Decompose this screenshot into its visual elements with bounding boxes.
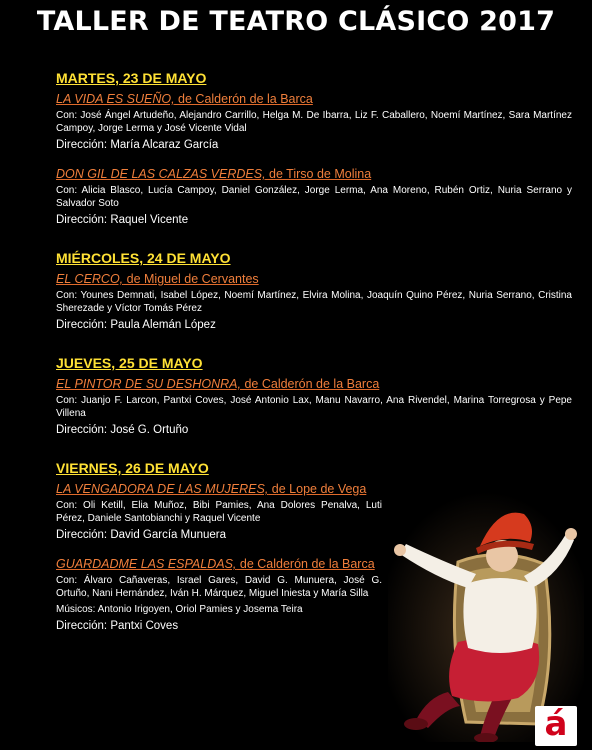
- play-direction: Dirección: José G. Ortuño: [56, 424, 189, 436]
- play-title: [56, 272, 572, 286]
- play-cast: Con: Alicia Blasco, Lucía Campoy, Daniel González, Jorge Lerma, Ana Moreno, Rubén Ortiz, Nuria Serrano y Salvador Soto: [56, 185, 572, 209]
- play-name: EL CERCO,: [56, 272, 124, 286]
- logo-letter: á: [544, 704, 568, 744]
- theater-logo: [535, 706, 577, 746]
- play-author: de Miguel de Cervantes: [123, 272, 259, 286]
- play-author: de Calderón de la Barca: [174, 92, 313, 106]
- play-direction: Dirección: Paula Alemán López: [56, 319, 216, 331]
- shoe: [404, 718, 428, 730]
- play-name: LA VIDA ES SUEÑO,: [56, 92, 175, 106]
- day-section-jueves: [56, 355, 572, 438]
- day-heading: MIÉRCOLES, 24 DE MAYO: [56, 250, 231, 266]
- play-entry: [56, 272, 572, 333]
- play-cast: Con: Juanjo F. Larcon, Pantxi Coves, José Antonio Lax, Manu Navarro, Ana Rivendel, Marina Torregrosa y Pepe Villena: [56, 395, 572, 419]
- play-entry: [56, 377, 572, 438]
- play-cast: Con: Younes Demnati, Isabel López, Noemí Martínez, Elvira Molina, Joaquín Quino Pérez, Nuria Serrano, Cristina Sherezade y Víctor Tomás Pérez: [56, 290, 572, 314]
- poster-title: TALLER DE TEATRO CLÁSICO 2017: [36, 6, 556, 37]
- day-heading: VIERNES, 26 DE MAYO: [56, 460, 209, 476]
- play-author: de Calderón de la Barca: [236, 557, 375, 571]
- play-direction: Dirección: David García Munuera: [56, 529, 227, 541]
- play-cast: Con: Oli Ketill, Elia Muñoz, Bibi Pamies, Ana Dolores Penalva, Luti Pérez, Daniele Santobianchi y Raquel Vicente: [56, 500, 382, 524]
- play-title: [56, 377, 572, 391]
- play-name: LA VENGADORA DE LAS MUJERES,: [56, 482, 269, 496]
- play-entry: [56, 92, 572, 153]
- play-cast: Con: Álvaro Cañaveras, Israel Gares, David G. Munuera, José G. Ortuño, Nani Hernández, Iván H. Márquez, Miguel Iniesta y María Silla: [56, 575, 382, 599]
- play-title: [56, 92, 572, 106]
- hand: [565, 528, 577, 540]
- play-cast: Con: José Ángel Artudeño, Alejandro Carrillo, Helga M. De Ibarra, Liz F. Caballero, Noemí Martínez, Sara Martínez Campoy, Jorge Lerma y José Vicente Vidal: [56, 110, 572, 134]
- play-name: EL PINTOR DE SU DESHONRA,: [56, 377, 241, 391]
- day-heading: MARTES, 23 DE MAYO: [56, 70, 207, 86]
- play-title: [56, 167, 572, 181]
- hand: [394, 544, 406, 556]
- play-name: DON GIL DE LAS CALZAS VERDES,: [56, 167, 266, 181]
- play-direction: Dirección: Raquel Vicente: [56, 214, 189, 226]
- play-author: de Calderón de la Barca: [241, 377, 380, 391]
- play-direction: Dirección: María Alcaraz García: [56, 139, 219, 151]
- play-name: GUARDADME LAS ESPALDAS,: [56, 557, 237, 571]
- play-musicians: Músicos: Antonio Irigoyen, Oriol Pamies y Josema Teira: [56, 604, 303, 615]
- day-section-martes: [56, 70, 572, 228]
- costume-shirt: [463, 578, 536, 653]
- play-author: de Tirso de Molina: [265, 167, 372, 181]
- play-direction: Dirección: Pantxi Coves: [56, 620, 179, 632]
- day-heading: JUEVES, 25 DE MAYO: [56, 355, 203, 371]
- play-author: de Lope de Vega: [268, 482, 367, 496]
- play-entry: [56, 167, 572, 228]
- day-section-miercoles: [56, 250, 572, 333]
